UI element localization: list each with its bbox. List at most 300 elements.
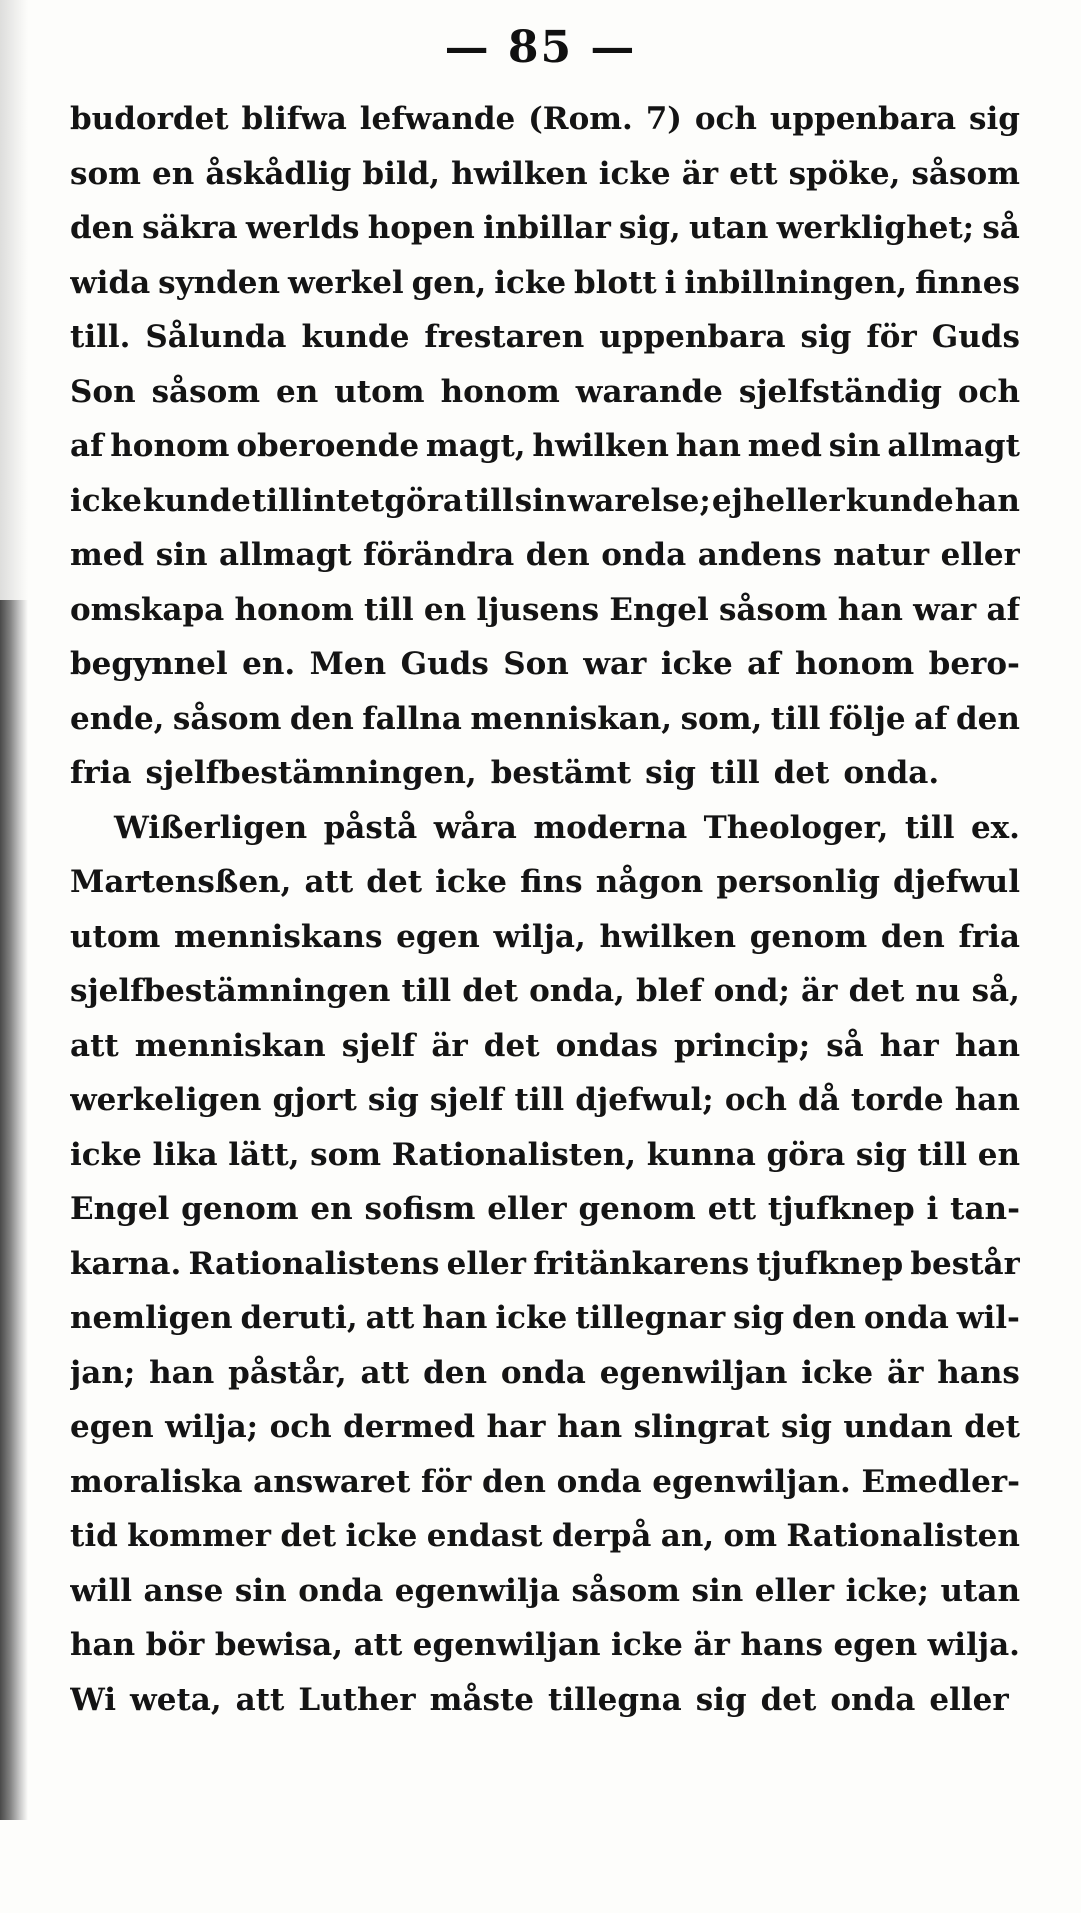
word: är bbox=[431, 1027, 468, 1064]
word: blef bbox=[635, 973, 703, 1009]
word: blifwa bbox=[241, 101, 347, 137]
word: genom bbox=[749, 918, 868, 955]
word: utom bbox=[70, 918, 161, 955]
word: tillegnar bbox=[575, 1300, 726, 1336]
word: lätt, bbox=[228, 1136, 300, 1173]
word: kunde bbox=[142, 482, 251, 519]
word: allmagt bbox=[219, 537, 352, 573]
word: och bbox=[957, 373, 1020, 410]
word: och bbox=[724, 1082, 787, 1118]
word: till bbox=[709, 755, 760, 791]
word: af bbox=[747, 646, 781, 682]
word: sig bbox=[695, 1681, 747, 1718]
word: Son bbox=[503, 646, 569, 682]
word: i bbox=[926, 1191, 939, 1227]
word: tillegna bbox=[548, 1681, 682, 1718]
word: sin bbox=[155, 537, 208, 573]
word: en bbox=[276, 373, 319, 410]
word: sjelf bbox=[341, 1027, 416, 1064]
word: sig bbox=[645, 755, 696, 791]
word: weta, bbox=[130, 1681, 222, 1718]
word: sig bbox=[969, 101, 1020, 137]
word: det bbox=[773, 755, 830, 791]
word: han bbox=[954, 1027, 1020, 1064]
word: någon bbox=[595, 864, 704, 900]
text-line bbox=[70, 1509, 1020, 1564]
word: att bbox=[365, 1300, 415, 1336]
word: egenwiljan. bbox=[652, 1463, 851, 1500]
word: för bbox=[421, 1463, 472, 1500]
text-line bbox=[70, 801, 1020, 856]
word: war bbox=[913, 591, 977, 628]
word: sin bbox=[691, 1572, 744, 1609]
word: synden bbox=[158, 264, 281, 301]
word: personlig bbox=[716, 864, 880, 900]
word: uppenbara bbox=[599, 319, 786, 355]
word: sig bbox=[855, 1136, 907, 1173]
word: det bbox=[366, 864, 423, 900]
word: honom bbox=[794, 646, 915, 682]
word: begynnel bbox=[70, 646, 228, 682]
word: menniskan bbox=[134, 1027, 326, 1064]
word: Theologer, bbox=[703, 809, 889, 846]
text-line bbox=[70, 583, 1020, 638]
word: icke bbox=[660, 646, 733, 682]
word: är bbox=[681, 155, 719, 192]
word: egenwiljan bbox=[412, 1627, 601, 1663]
word: en bbox=[423, 591, 467, 628]
word: sjelfbestämningen, bbox=[145, 755, 477, 791]
text-line bbox=[70, 1673, 1020, 1728]
word: eller bbox=[940, 537, 1020, 573]
word: onda bbox=[298, 1572, 384, 1609]
word: den bbox=[482, 1463, 546, 1500]
word: hwilken bbox=[532, 428, 669, 464]
word: wilja; bbox=[165, 1409, 259, 1445]
word: säkra bbox=[142, 210, 238, 246]
word: bero- bbox=[928, 646, 1020, 682]
word: icke bbox=[70, 1136, 142, 1173]
word: egen bbox=[396, 918, 480, 955]
word: tillintetgöra bbox=[251, 482, 464, 519]
word: är bbox=[693, 1627, 730, 1663]
word: den bbox=[791, 1300, 856, 1336]
word: Emedler- bbox=[861, 1463, 1020, 1500]
word: wilja. bbox=[927, 1627, 1020, 1663]
word: bild, bbox=[362, 155, 441, 192]
word: wåra bbox=[433, 809, 517, 846]
word: tan- bbox=[950, 1191, 1020, 1227]
word: i bbox=[664, 264, 677, 301]
word: den bbox=[70, 210, 134, 246]
word: den bbox=[955, 700, 1020, 737]
word: såsom bbox=[718, 591, 828, 628]
word: såsom bbox=[151, 373, 261, 410]
word: som bbox=[310, 1136, 382, 1173]
word: att bbox=[235, 1681, 285, 1718]
word: utom bbox=[334, 373, 425, 410]
word: sig bbox=[800, 319, 852, 355]
word: blott bbox=[573, 264, 657, 301]
word: Luther bbox=[298, 1681, 416, 1718]
word: dermed bbox=[343, 1409, 476, 1445]
text-line bbox=[70, 365, 1020, 420]
word: princip; bbox=[674, 1027, 811, 1064]
word: eller bbox=[929, 1681, 1009, 1718]
word: Wißerligen bbox=[114, 809, 308, 846]
word: werkeligen bbox=[70, 1082, 262, 1118]
word: Son bbox=[70, 373, 136, 410]
word: egen bbox=[833, 1627, 918, 1663]
word: lika bbox=[152, 1136, 218, 1173]
word: bestämt bbox=[490, 755, 632, 791]
word: som bbox=[70, 155, 141, 192]
word: med bbox=[747, 428, 822, 464]
word: så, bbox=[971, 973, 1020, 1009]
word: ende, bbox=[70, 700, 165, 737]
text-line bbox=[70, 92, 1020, 147]
text-line bbox=[70, 474, 1020, 529]
text-line bbox=[70, 910, 1020, 965]
word: spöke, bbox=[788, 155, 901, 192]
word: karna. bbox=[70, 1245, 182, 1282]
word: då bbox=[798, 1082, 840, 1118]
word: Men bbox=[309, 646, 387, 682]
page-number: — 85 — bbox=[444, 22, 637, 73]
word: djefwul bbox=[893, 864, 1020, 900]
text-line bbox=[70, 419, 1020, 474]
word: uppenbara bbox=[769, 101, 957, 137]
word: sin bbox=[514, 482, 567, 519]
word: honom bbox=[234, 591, 354, 628]
word: slingrat bbox=[633, 1409, 770, 1445]
word: ljusens bbox=[476, 591, 600, 628]
word: eller bbox=[446, 1245, 527, 1282]
word: lefwande bbox=[359, 101, 516, 137]
word: den bbox=[289, 700, 354, 737]
word: en. bbox=[242, 646, 296, 682]
word: den bbox=[880, 918, 945, 955]
word: war bbox=[583, 646, 647, 682]
text-line bbox=[70, 310, 1020, 365]
word: sig bbox=[780, 1409, 832, 1445]
word: han bbox=[422, 1300, 488, 1336]
word: hwilken bbox=[451, 155, 588, 192]
word: af bbox=[914, 700, 948, 737]
word: wilja, bbox=[493, 918, 586, 955]
word: kunde bbox=[845, 482, 954, 519]
word: sofism bbox=[364, 1191, 476, 1227]
word: förändra bbox=[363, 537, 515, 573]
word: är bbox=[886, 1354, 924, 1391]
word: honom bbox=[440, 373, 560, 410]
word: består bbox=[910, 1245, 1020, 1282]
word: att bbox=[304, 864, 354, 900]
word: af bbox=[986, 591, 1020, 628]
word: answaret bbox=[253, 1463, 411, 1500]
text-line bbox=[70, 1182, 1020, 1237]
word: inbillningen, bbox=[684, 264, 908, 301]
word: 7) bbox=[645, 101, 682, 137]
text-line bbox=[70, 1346, 1020, 1401]
word: onda bbox=[601, 537, 687, 573]
word: Guds bbox=[400, 646, 489, 682]
word: andens bbox=[697, 537, 822, 573]
word: att bbox=[353, 1627, 403, 1663]
word: icke bbox=[494, 264, 567, 301]
word: kunna bbox=[646, 1136, 756, 1173]
word: det bbox=[964, 1409, 1020, 1445]
word: fritänkarens bbox=[533, 1245, 750, 1282]
word: finnes bbox=[915, 264, 1020, 301]
word: icke bbox=[598, 155, 671, 192]
word: (Rom. bbox=[528, 101, 633, 137]
text-line bbox=[70, 1618, 1020, 1673]
word: ejheller bbox=[711, 482, 845, 519]
word: en bbox=[310, 1191, 353, 1227]
word: påstå bbox=[323, 809, 418, 846]
text-line bbox=[70, 692, 1020, 747]
word: icke bbox=[495, 1300, 568, 1336]
word: han bbox=[149, 1354, 215, 1391]
word: icke bbox=[801, 1354, 874, 1391]
word: att bbox=[70, 1027, 119, 1064]
word: bewisa, bbox=[214, 1627, 344, 1663]
word: det bbox=[760, 1681, 817, 1718]
text-line bbox=[70, 1128, 1020, 1183]
word: såsom bbox=[172, 700, 282, 737]
word: egen bbox=[70, 1409, 154, 1445]
word: det bbox=[462, 973, 518, 1009]
word: så bbox=[826, 1027, 864, 1064]
word: af bbox=[70, 428, 104, 464]
word: djefwul; bbox=[575, 1082, 714, 1118]
word: tid bbox=[70, 1518, 118, 1554]
word: omskapa bbox=[70, 591, 225, 628]
text-line bbox=[70, 201, 1020, 256]
word: gen, bbox=[411, 264, 487, 301]
word: Engel bbox=[609, 591, 709, 628]
word: Engel bbox=[70, 1191, 170, 1227]
text-line bbox=[70, 1400, 1020, 1455]
text-line bbox=[70, 1019, 1020, 1074]
word: sjelfbestämningen bbox=[70, 973, 391, 1009]
word: till bbox=[464, 482, 514, 519]
word: för bbox=[866, 319, 917, 355]
word: fria bbox=[958, 918, 1020, 955]
word: jan; bbox=[70, 1354, 136, 1391]
word: utan bbox=[940, 1572, 1020, 1609]
word: en bbox=[977, 1136, 1020, 1173]
word: med bbox=[70, 537, 145, 573]
text-line bbox=[70, 147, 1020, 202]
word: att bbox=[360, 1354, 410, 1391]
word: påstår, bbox=[228, 1354, 347, 1391]
word: ett bbox=[729, 155, 778, 192]
word: sig, bbox=[619, 210, 681, 246]
text-line bbox=[70, 964, 1020, 1019]
word: fallna bbox=[362, 700, 462, 737]
word: utan bbox=[688, 210, 769, 246]
word: den bbox=[423, 1354, 488, 1391]
word: Martensßen, bbox=[70, 864, 292, 900]
word: han bbox=[954, 1082, 1020, 1118]
word: allmagt bbox=[887, 428, 1020, 464]
word: Rationalistens bbox=[188, 1245, 440, 1282]
word: som, bbox=[680, 700, 763, 737]
word: det bbox=[848, 973, 905, 1009]
word: måste bbox=[429, 1681, 535, 1718]
word: endast bbox=[426, 1518, 543, 1554]
word: oberoende bbox=[236, 428, 420, 464]
word: han bbox=[954, 482, 1020, 519]
binding-shadow bbox=[0, 600, 28, 1820]
word: till bbox=[364, 591, 414, 628]
word: har bbox=[879, 1027, 939, 1064]
word: icke bbox=[345, 1518, 418, 1554]
word: så bbox=[982, 210, 1020, 246]
word: han bbox=[70, 1627, 136, 1663]
binding-shadow-top bbox=[0, 0, 28, 600]
word: fins bbox=[520, 864, 583, 900]
body-text bbox=[70, 92, 1020, 1727]
word: och bbox=[269, 1409, 332, 1445]
word: bör bbox=[145, 1627, 205, 1663]
word: det bbox=[483, 1027, 540, 1064]
word: wida bbox=[70, 264, 151, 301]
word: gjort bbox=[272, 1082, 357, 1118]
word: Rationalisten bbox=[786, 1518, 1020, 1554]
word: kommer bbox=[127, 1518, 271, 1554]
word: till. bbox=[70, 319, 131, 355]
word: warelse; bbox=[567, 482, 711, 519]
word: werlds bbox=[245, 210, 360, 246]
word: genom bbox=[578, 1191, 696, 1227]
word: ond; bbox=[713, 973, 790, 1009]
word: onda. bbox=[843, 755, 940, 791]
word: onda bbox=[863, 1300, 949, 1336]
word: will bbox=[70, 1572, 133, 1609]
word: onda bbox=[556, 1463, 642, 1500]
word: wil- bbox=[956, 1300, 1020, 1336]
word: tjufknep bbox=[767, 1191, 915, 1227]
word: göra bbox=[766, 1136, 846, 1173]
word: den bbox=[525, 537, 590, 573]
word: Guds bbox=[931, 319, 1020, 355]
word: anse bbox=[143, 1572, 224, 1609]
word: och bbox=[694, 101, 757, 137]
word: icke bbox=[435, 864, 507, 900]
word: till bbox=[514, 1082, 565, 1118]
word: sjelf bbox=[429, 1082, 504, 1118]
word: fria bbox=[70, 755, 132, 791]
word: warande bbox=[575, 373, 723, 410]
word: egenwilja bbox=[394, 1572, 560, 1609]
word: sjelfständig bbox=[738, 373, 942, 410]
word: honom bbox=[110, 428, 230, 464]
text-line bbox=[70, 637, 1020, 692]
word: moderna bbox=[533, 809, 688, 846]
word: sin bbox=[234, 1572, 287, 1609]
word: derpå bbox=[551, 1518, 652, 1554]
word: han bbox=[556, 1409, 623, 1445]
text-line bbox=[70, 1237, 1020, 1292]
word: icke; bbox=[845, 1572, 929, 1609]
word: natur bbox=[833, 537, 930, 573]
word: inbillar bbox=[483, 210, 611, 246]
word: till bbox=[917, 1136, 968, 1173]
text-line bbox=[70, 1291, 1020, 1346]
word: onda bbox=[500, 1354, 586, 1391]
word: ett bbox=[707, 1191, 757, 1227]
word: menniskans bbox=[174, 918, 383, 955]
word: kunde bbox=[301, 319, 410, 355]
word: till bbox=[401, 973, 452, 1009]
text-line bbox=[70, 528, 1020, 583]
word: sig bbox=[367, 1082, 419, 1118]
word: han bbox=[837, 591, 903, 628]
text-line bbox=[70, 1073, 1020, 1128]
word: onda, bbox=[529, 973, 625, 1009]
word: icke bbox=[70, 482, 142, 519]
word: har bbox=[486, 1409, 546, 1445]
text-line bbox=[70, 746, 1020, 801]
word: sig bbox=[733, 1300, 785, 1336]
word: werklighet; bbox=[776, 210, 975, 246]
word: till bbox=[770, 700, 821, 737]
word: eller bbox=[754, 1572, 835, 1609]
text-line bbox=[70, 855, 1020, 910]
word: sin bbox=[828, 428, 881, 464]
word: följe bbox=[828, 700, 906, 737]
word: nu bbox=[915, 973, 961, 1009]
word: eller bbox=[487, 1191, 567, 1227]
word: tjufknep bbox=[756, 1245, 904, 1282]
word: han bbox=[675, 428, 741, 464]
word: menniskan, bbox=[470, 700, 673, 737]
word: deruti, bbox=[240, 1300, 358, 1336]
word: torde bbox=[850, 1082, 944, 1118]
word: till bbox=[904, 809, 955, 846]
word: budordet bbox=[70, 101, 229, 137]
word: en bbox=[152, 155, 195, 192]
word: hans bbox=[937, 1354, 1020, 1391]
text-line bbox=[70, 1455, 1020, 1510]
word: åskådlig bbox=[205, 155, 352, 192]
word: hopen bbox=[367, 210, 475, 246]
word: icke bbox=[611, 1627, 683, 1663]
word: undan bbox=[843, 1409, 953, 1445]
text-line bbox=[70, 1564, 1020, 1619]
word: werkel bbox=[287, 264, 404, 301]
word: magt, bbox=[425, 428, 526, 464]
word: Rationalisten, bbox=[391, 1136, 637, 1173]
word: hans bbox=[740, 1627, 823, 1663]
word: såsom bbox=[571, 1572, 680, 1609]
word: ondas bbox=[555, 1027, 658, 1064]
word: nemligen bbox=[70, 1300, 233, 1336]
word: frestaren bbox=[424, 319, 585, 355]
word: Sålunda bbox=[145, 319, 287, 355]
word: det bbox=[280, 1518, 337, 1554]
word: egenwiljan bbox=[599, 1354, 788, 1391]
word: Wi bbox=[70, 1681, 117, 1718]
text-line bbox=[70, 256, 1020, 311]
word: an, bbox=[660, 1518, 715, 1554]
word: ex. bbox=[970, 809, 1020, 846]
word: såsom bbox=[911, 155, 1020, 192]
word: moraliska bbox=[70, 1463, 243, 1500]
